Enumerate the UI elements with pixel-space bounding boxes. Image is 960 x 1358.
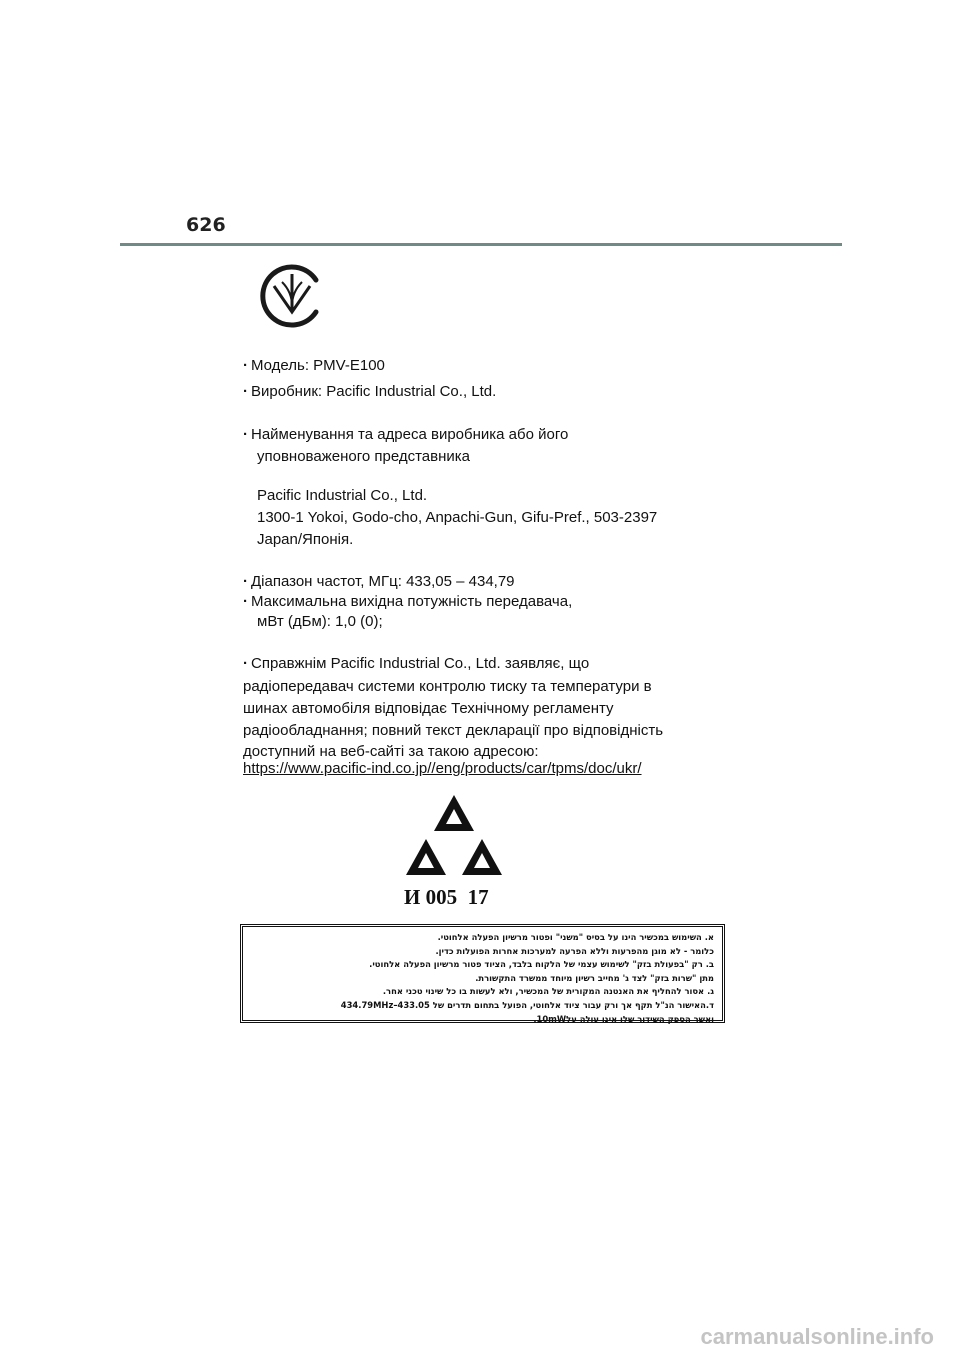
declaration-url[interactable]: https://www.pacific-ind.co.jp//eng/products/car/tpms/doc/ukr/	[243, 760, 642, 777]
representative-heading-cont: уповноваженого представника	[257, 448, 470, 465]
hebrew-notice-line: א. השימוש במכשיר הינו על בסיס "משני" ופטור מרשיון הפעלה אלחוטי.	[437, 932, 714, 942]
hebrew-notice-line: כלומר - לא מוגן מהפרעות וללא הפרעה למערכות אחרות הפועלות כדין.	[435, 945, 714, 956]
hebrew-notice-line: ג. אסור להחליף את האנטנה המקורית של המכשיר, ולא לעשות בו כל שינוי טכני אחר.	[382, 986, 714, 997]
company-address: 1300-1 Yokoi, Godo-cho, Anpachi-Gun, Gifu-Pref., 503-2397	[257, 509, 658, 526]
max-power-value: мВт (дБм): 1,0 (0);	[257, 613, 383, 630]
declaration-line-5: доступний на веб-сайті за такою адресою:	[243, 743, 539, 760]
max-power-heading: · Максимальна вихідна потужність передавача,	[243, 593, 572, 610]
company-name: Pacific Industrial Co., Ltd.	[257, 487, 428, 504]
hebrew-notice-line: מתן "שרות בזק" לצד ג' מחייב רשיון מיוחד ממשרד התקשורת.	[475, 972, 714, 983]
hebrew-notice-box	[240, 924, 725, 1023]
hebrew-notice-line: ואשר הספק השידור שלו אינו עולה על10mW.	[533, 1013, 714, 1024]
page-number: 626	[186, 214, 226, 236]
declaration-line-1: · Справжнім Pacific Industrial Co., Ltd. заявляє, що	[243, 655, 589, 672]
declaration-line-2: радіопередавач системи контролю тиску та температури в	[243, 678, 652, 695]
model-line: · Модель: PMV-E100	[243, 357, 385, 374]
header-rule	[120, 243, 842, 246]
hebrew-notice-line: ב. רק "בפעולת בזק" לשימוש עצמי של הלקוח בלבד, הציוד פטור מרשיון הפעלה אלחוטי.	[369, 959, 714, 970]
frequency-range: · Діапазон частот, МГц: 433,05 – 434,79	[243, 573, 515, 590]
declaration-line-4: радіообладнання; повний текст декларації про відповідність	[243, 722, 664, 739]
watermark: carmanualsonline.info	[700, 1324, 934, 1349]
ukrainian-conformity-mark-icon	[258, 262, 326, 330]
declaration-line-3: шинах автомобіля відповідає Технічному регламенту	[243, 700, 614, 717]
approval-code: И 005 17	[404, 885, 489, 909]
company-country: Japan/Японія.	[257, 531, 354, 548]
hebrew-notice-line: ד.האישור הנ"ל תקף אך ורק עבור ציוד אלחוטי, הפועל בתחום תדרים של 433.05–434.79MHz	[340, 999, 714, 1010]
representative-heading: · Найменування та адреса виробника або його	[243, 426, 568, 443]
approval-triangles-icon	[402, 793, 506, 885]
manufacturer-line: · Виробник: Pacific Industrial Co., Ltd.	[243, 383, 496, 400]
